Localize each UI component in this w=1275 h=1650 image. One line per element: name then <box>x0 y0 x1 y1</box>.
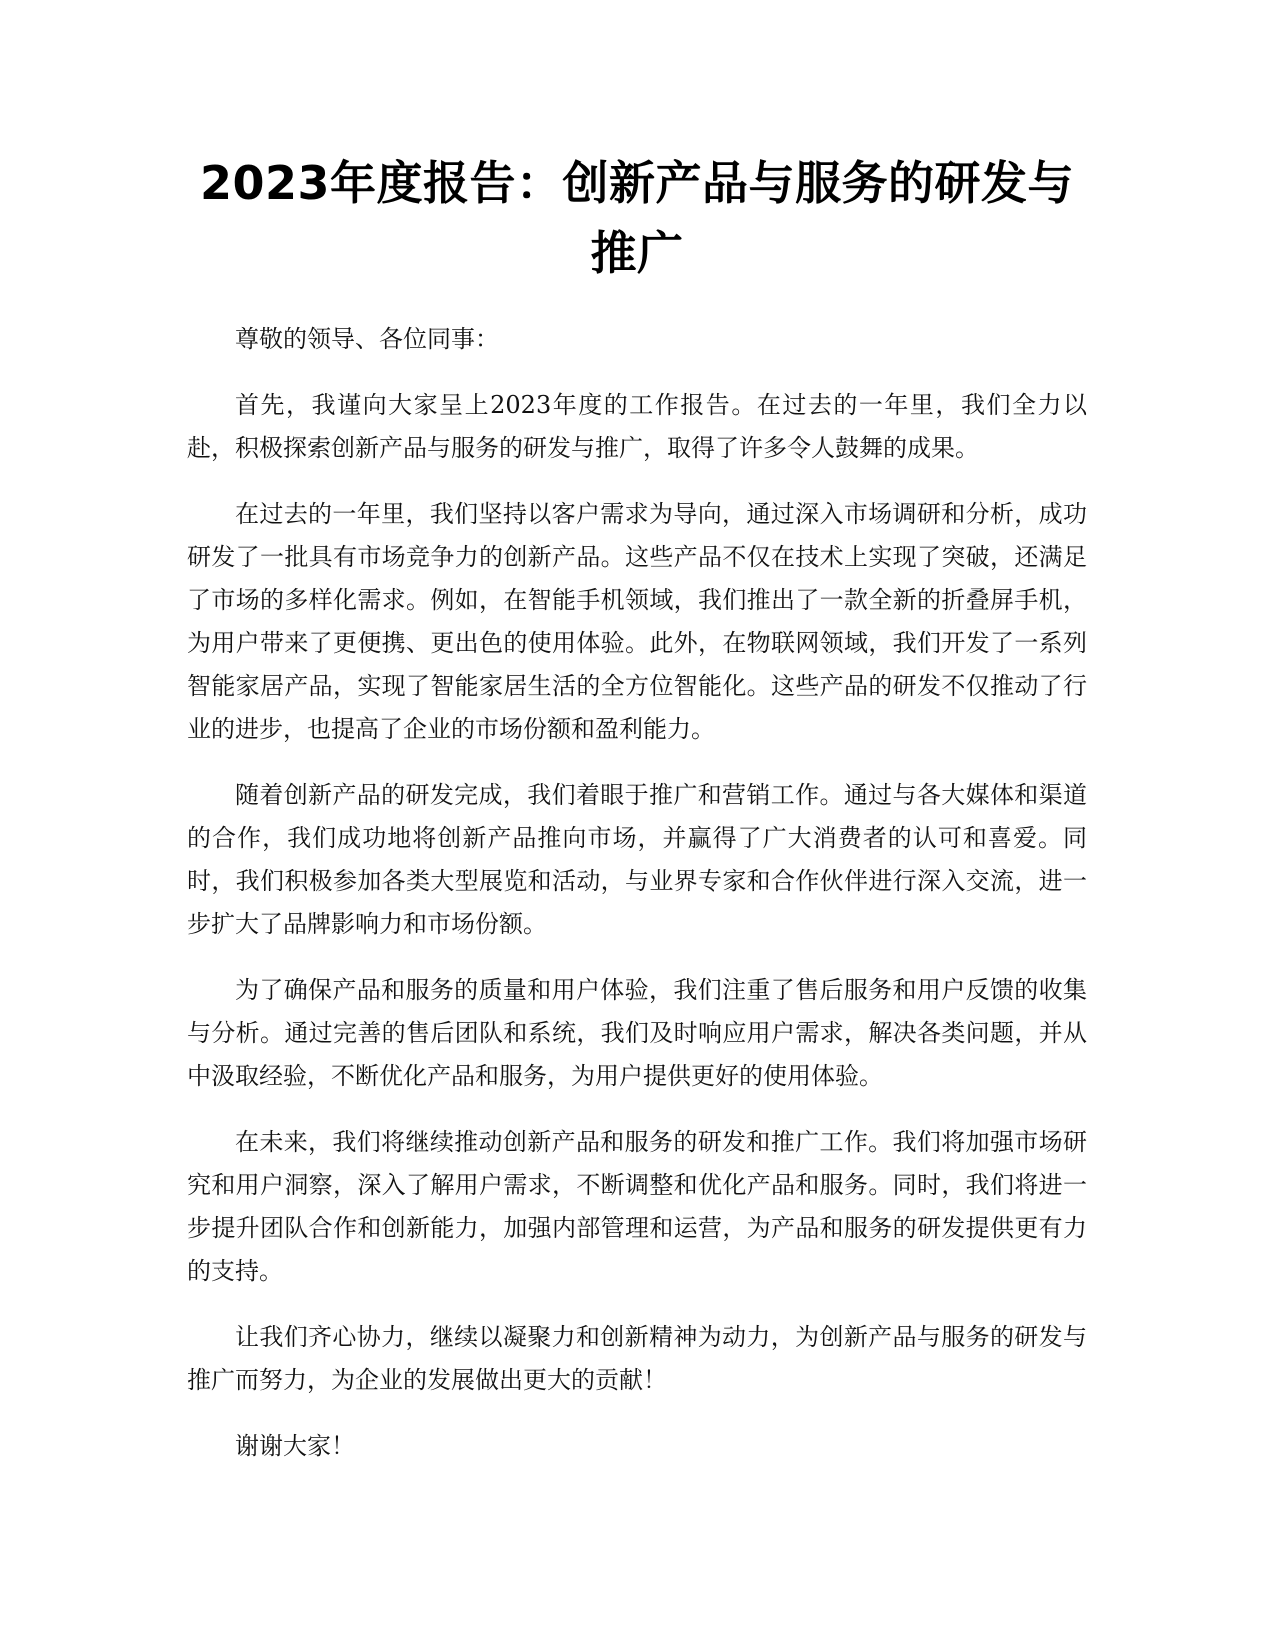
paragraph-marketing: 随着创新产品的研发完成，我们着眼于推广和营销工作。通过与各大媒体和渠道的合作，我们成功地将创新产品推向市场，并赢得了广大消费者的认可和喜爱。同时，我们积极参加各类大型展览和活动，与业界专家和合作伙伴进行深入交流，进一步扩大了品牌影响力和市场份额。 <box>187 781 1087 938</box>
paragraph-product-development: 在过去的一年里，我们坚持以客户需求为导向，通过深入市场调研和分析，成功研发了一批具有市场竞争力的创新产品。这些产品不仅在技术上实现了突破，还满足了市场的多样化需求。例如，在智能手机领域，我们推出了一款全新的折叠屏手机，为用户带来了更便携、更出色的使用体验。此外，在物联网领域，我们开发了一系列智能家居产品，实现了智能家居生活的全方位智能化。这些产品的研发不仅推动了行业的进步，也提高了企业的市场份额和盈利能力。 <box>187 500 1087 743</box>
paragraph-call-to-action: 让我们齐心协力，继续以凝聚力和创新精神为动力，为创新产品与服务的研发与推广而努力，为企业的发展做出更大的贡献！ <box>187 1323 1087 1394</box>
paragraph-closing: 谢谢大家！ <box>235 1432 355 1460</box>
paragraph-future-plans: 在未来，我们将继续推动创新产品和服务的研发和推广工作。我们将加强市场研究和用户洞察，深入了解用户需求，不断调整和优化产品和服务。同时，我们将进一步提升团队合作和创新能力，加强内部管理和运营，为产品和服务的研发提供更有力的支持。 <box>187 1128 1087 1285</box>
document-content <box>187 148 1087 1491</box>
document-title: 2023年度报告：创新产品与服务的研发与推广 <box>199 156 1075 280</box>
paragraph-introduction: 首先，我谨向大家呈上2023年度的工作报告。在过去的一年里，我们全力以赴，积极探索创新产品与服务的研发与推广，取得了许多令人鼓舞的成果。 <box>187 391 1087 462</box>
paragraph-after-sales: 为了确保产品和服务的质量和用户体验，我们注重了售后服务和用户反馈的收集与分析。通过完善的售后团队和系统，我们及时响应用户需求，解决各类问题，并从中汲取经验，不断优化产品和服务，为用户提供更好的使用体验。 <box>187 976 1087 1090</box>
paragraph-salutation: 尊敬的领导、各位同事： <box>235 325 499 353</box>
document-body <box>187 318 1087 1468</box>
